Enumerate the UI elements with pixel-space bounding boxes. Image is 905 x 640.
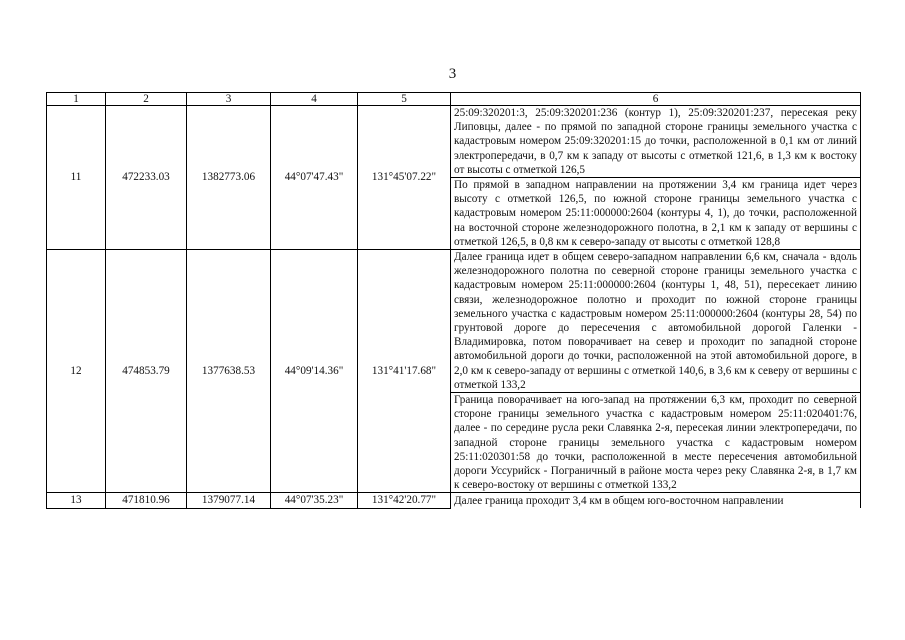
description-text: Далее граница идет в общем северо-западном направлении 6,6 км, сначала - вдоль железнодорожного полотна по северной стороне границы земельного участка с кадастровым номером 25:11:000000:2604 (контуры 1, 48, 51), пересекает линию связи, железнодорожное полотно и проходит по южной стороне границы земельного участка с кадастровым номером 25:11:000000:2604 (контуры 28, 54) по грунтовой дороге до пересечения с автомобильной дорогой Галенки - Владимировка, потом поворачивает на север и проходит по западной стороне автомобильной дороги до точки, расположенной на этой автомобильной дороге, в 2,0 км к северо-западу от вершины с отметкой 140,6, в 3,6 км к северу от вершины с отметкой 133,2 [454, 251, 857, 391]
table-row [47, 250, 861, 393]
latitude: 44°09'14.36" [271, 250, 358, 493]
boundary-description [451, 178, 861, 250]
boundary-description [451, 393, 861, 493]
col-header-6: 6 [451, 93, 861, 106]
point-number: 12 [47, 250, 106, 493]
table-row [47, 106, 861, 178]
latitude: 44°07'47.43" [271, 106, 358, 250]
description-text: Граница поворачивает на юго-запад на протяжении 6,3 км, проходит по северной стороне границы земельного участка с кадастровым номером 25:11:020401:76, далее - по середине русла реки Славянка 2-я, пересекая линии электропередачи, по западной стороне границы земельного участка с кадастровым номером 25:11:020301:58 до точки, расположенной в месте пересечения автомобильной дороги Уссурийск - Пограничный в районе моста через реку Славянка 2-я, в 1,7 км к северо-востоку от вершины с отметкой 133,2 [454, 394, 857, 492]
description-text: 25:09:320201:3, 25:09:320201:236 (контур 1), 25:09:320201:237, пересекая реку Липовцы, далее - по прямой по западной стороне границы земельного участка с кадастровым номером 25:09:320201:15 до точки, расположенной в 0,1 км от линий электропередачи, в 0,7 км к западу от высоты с отметкой 121,6, в 1,3 км к востоку от высоты с отметкой 126,5 [454, 107, 857, 176]
coord-y: 1382773.06 [187, 106, 271, 250]
boundary-description [451, 493, 861, 508]
longitude: 131°41'17.68" [358, 250, 451, 493]
coord-y: 1377638.53 [187, 250, 271, 493]
coord-y: 1379077.14 [187, 493, 271, 508]
longitude: 131°42'20.77" [358, 493, 451, 508]
longitude: 131°45'07.22" [358, 106, 451, 250]
col-header-1: 1 [47, 93, 106, 106]
col-header-4: 4 [271, 93, 358, 106]
description-text: По прямой в западном направлении на протяжении 3,4 км граница идет через высоту с отметкой 126,5, по южной стороне границы земельного участка с кадастровым номером 25:11:000000:2604 (контуры 4, 1), до точки, расположенной на восточной стороне железнодорожного полотна, в 2,1 км к западу от вершины с отметкой 126,5, в 0,8 км к северо-западу от высоты с отметкой 128,8 [454, 179, 857, 248]
coord-x: 474853.79 [106, 250, 187, 493]
coord-x: 471810.96 [106, 493, 187, 508]
coord-x: 472233.03 [106, 106, 187, 250]
table-row [47, 493, 861, 508]
col-header-2: 2 [106, 93, 187, 106]
col-header-5: 5 [358, 93, 451, 106]
boundary-points-table [46, 92, 861, 509]
page-number: 3 [448, 66, 457, 82]
latitude: 44°07'35.23" [271, 493, 358, 508]
boundary-description [451, 250, 861, 393]
col-header-3: 3 [187, 93, 271, 106]
point-number: 13 [47, 493, 106, 508]
header-row [47, 93, 861, 106]
point-number: 11 [47, 106, 106, 250]
description-text: Далее граница проходит 3,4 км в общем юго-восточном направлении [454, 494, 784, 507]
boundary-description [451, 106, 861, 178]
